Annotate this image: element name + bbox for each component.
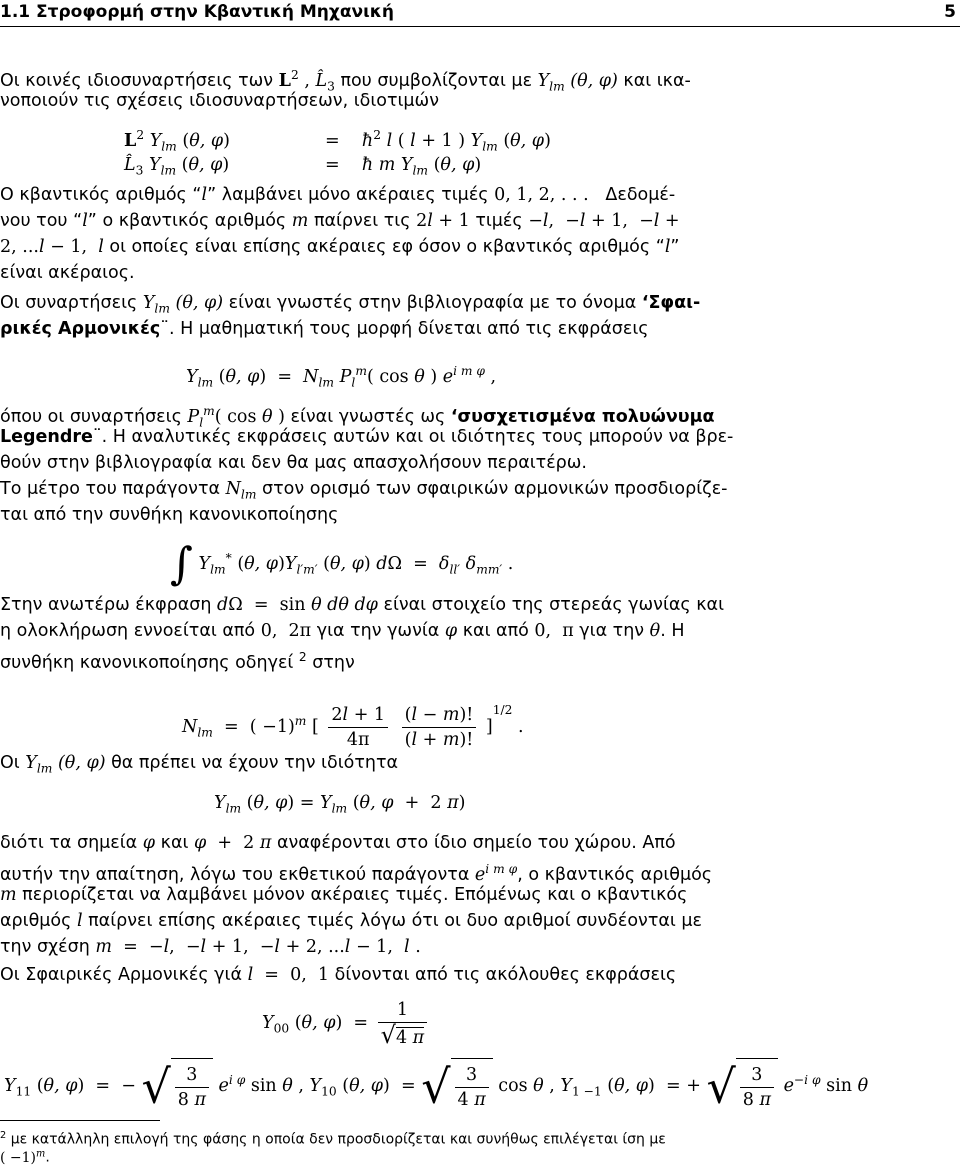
p7-line1: Οι $Y_{lm}$ (θ, φ) θα πρέπει να έχουν την ιδιότητα: [0, 753, 399, 776]
ylm-definition: $Y_{lm}$ (θ, $\varphi) = N_{lm}$ $P_l^m$( cos θ ) $e^{i m \varphi}$ ,: [186, 364, 497, 390]
text: αναφέρονται στο ίδιο σημείο του χώρου. Από: [271, 833, 676, 853]
normalization-integral: ∫ $Y_{lm}^*$ (θ, $\varphi)Y_{l'm'}$ (θ, φ) $d\Omega = \delta_{ll'}$ $\delta_{mm'}$ .: [170, 538, 514, 590]
text: νου του: [0, 211, 74, 231]
text: . Η: [660, 621, 685, 641]
text: Οι Σφαιρικές Αρμονικές γιά: [0, 965, 248, 985]
text: για την: [573, 621, 650, 641]
text: η ολοκλήρωση εννοείται από: [0, 621, 261, 641]
text: Οι: [0, 753, 26, 773]
text: ¨. Η μαθηματική τους μορφή δίνεται από τις εκφράσεις: [160, 319, 649, 339]
term: ‘συσχετισμένα πολυώνυμα: [450, 406, 715, 427]
y1m-formulas: $Y_{11}$ (θ, φ) = − √ $\frac{3}{8 \pi}$ $e^{i \varphi}$ sin θ , $Y_{10}$ (θ, φ) = √ $\frac{3}{4 \pi}$ cos θ , $Y_{1 -1}$ (θ, φ) = + √ $\frac{3}{8 \pi}$ $e^{-i \varphi}$ sin θ: [4, 1059, 869, 1114]
nlm-formula: $N_{lm}$ = ( −1)$^m$ [ $\frac{2l + 1}{4\pi}$ $\frac{(l - m)!}{(l + m)!}$ ]$^{1/2}$ .: [182, 703, 524, 750]
p8-line1: διότι τα σημεία φ και φ + 2 π αναφέρονται στο ίδιο σημείο του χώρου. Από: [0, 833, 676, 853]
p8-line3: m περιορίζεται να λαμβάνει μόνον ακέραιες τιμές. Επόμένως και ο κβαντικός: [0, 885, 688, 905]
p4-line1: όπου οι συναρτήσεις $P_l^m$( cos θ ) είναι γνωστές ως ‘συσχετισμένα πολυώνυμα: [0, 404, 715, 430]
p2-line3: 2, ...l − 1, l οι οποίες είναι επίσης ακέραιες εφ όσον ο κβαντικός αριθμός “l”: [0, 237, 680, 257]
p3-line1: Οι συναρτήσεις $Y_{lm}$ (θ, φ) είναι γνωστές στην βιβλιογραφία με το όνομα ‘Σφαι-: [0, 293, 701, 316]
header-rule: [0, 26, 960, 27]
text: Το μέτρο του παράγοντα: [0, 479, 226, 499]
text: στην: [306, 652, 355, 673]
footnote-ref[interactable]: 2: [298, 650, 307, 664]
text: , ο κβαντικός αριθμός: [517, 864, 713, 885]
text: και από: [457, 621, 535, 641]
math: L: [278, 70, 291, 91]
term: ‘Σφαι-: [641, 293, 701, 313]
p4-line3: θούν στην βιβλιογραφία και δεν θα μας απασχολήσουν περαιτέρω.: [0, 453, 587, 473]
text: και ικα-: [617, 70, 691, 91]
p4-line2: [0, 424, 733, 450]
p3-line2: [0, 316, 649, 342]
text: θα πρέπει να έχουν την ιδιότητα: [105, 753, 399, 773]
eigen-eq-1: $L^2$ $Y_{lm}$ (θ, φ): [124, 128, 230, 154]
p5-line1: Το μέτρο του παράγοντα $N_{lm}$ στον ορισμό των σφαιρικών αρμονικών προσδιορίζε-: [0, 479, 728, 502]
y00-formula: $Y_{00}$ (θ, φ) = $\frac{1}{√4 \pi}$: [262, 996, 431, 1056]
footnote-mark: 2: [0, 1130, 7, 1141]
p6-line2: η ολοκλήρωση εννοείται από 0, 2π για την γωνία φ και από 0, π για την θ. Η: [0, 621, 685, 641]
text: που συμβολίζονται με: [334, 70, 538, 91]
text: αριθμός: [0, 911, 77, 931]
text: περιορίζεται να λαμβάνει μόνον ακέραιες τιμές. Επόμένως και ο κβαντικός: [16, 885, 688, 905]
text: είναι γνωστές στην βιβλιογραφία με το όνομα: [223, 293, 642, 313]
text: παίρνει επίσης ακέραιες τιμές λόγω ότι οι δυο αριθμοί συνδέονται με: [82, 911, 702, 931]
text: στον ορισμό των σφαιρικών αρμονικών προσδιορίζε-: [256, 479, 728, 499]
text: Οι συναρτήσεις: [0, 293, 143, 313]
text: ο κβαντικός αριθμός: [96, 211, 292, 231]
text: λαμβάνει μόνο ακέραιες τιμές: [216, 185, 495, 205]
text: παίρνει τις: [308, 211, 417, 231]
eigen-eq-2: $L̂_3$ $Y_{lm}$ (θ, φ): [124, 155, 230, 178]
footnote-rule: [0, 1120, 160, 1121]
p1-line1: Οι κοινές ιδιοσυναρτήσεις των $L^2$ , $L̂_3$ που συμβολίζονται με $Y_{lm}$ (θ, φ) και ικα-: [0, 68, 691, 94]
p8-line2: αυτήν την απαίτηση, λόγω του εκθετικού παράγοντα $e^{i m \varphi}$, ο κβαντικός αριθμός: [0, 862, 713, 885]
text: αυτήν την απαίτηση, λόγω του εκθετικού παράγοντα: [0, 864, 475, 885]
periodicity-eq: $Y_{lm}$ (θ, $\varphi) = Y_{lm}$ (θ, φ + 2 π): [214, 793, 466, 816]
text: και: [155, 833, 194, 853]
p6-line3: [0, 644, 355, 676]
text: ¨. Η αναλυτικές εκφράσεις αυτών και οι ιδιότητες τους μπορούν να βρε-: [92, 427, 734, 447]
section-title: 1.1 Στροφορμή στην Κβαντική Μηχανική: [0, 2, 394, 22]
term: ρικές Αρμονικές: [0, 319, 161, 339]
page-number: 5: [944, 2, 956, 22]
p2-line1: Ο κβαντικός αριθμός “l” λαμβάνει μόνο ακέραιες τιμές 0, 1, 2, . . . Δεδομέ-: [0, 185, 676, 205]
text: συνθήκη κανονικοποίησης οδηγεί: [0, 652, 299, 673]
p2-line2: νου του “l” ο κβαντικός αριθμός m παίρνει τις 2l + 1 τιμές −l, −l + 1, −l +: [0, 211, 680, 231]
p6-line1: Στην ανωτέρω έκφραση dΩ = sin θ dθ dφ είναι στοιχείο της στερεάς γωνίας και: [0, 595, 725, 615]
text: διότι τα σημεία: [0, 833, 143, 853]
p5-line2: ται από την συνθήκη κανονικοποίησης: [0, 505, 339, 525]
text: Ο κβαντικός αριθμός: [0, 185, 193, 205]
p9-line1: Οι Σφαιρικές Αρμονικές γιά l = 0, 1 δίνονται από τις ακόλουθες εκφράσεις: [0, 965, 677, 985]
text: Οι κοινές ιδιοσυναρτήσεις των: [0, 70, 279, 91]
term: Legendre: [0, 427, 93, 447]
text: την σχέση: [0, 937, 96, 957]
text: Στην ανωτέρω έκφραση: [0, 595, 218, 615]
p1-line2: νοποιούν τις σχέσεις ιδιοσυναρτήσεων, ιδιοτιμών: [0, 91, 439, 111]
eigen-eq-2-rhs: = ħ m $Y_{lm}$ (θ, φ): [325, 155, 482, 178]
footnote-line1: [0, 1126, 666, 1150]
text: Δεδομέ-: [605, 185, 676, 205]
text: όπου οι συναρτήσεις: [0, 406, 188, 427]
running-header: [0, 0, 960, 24]
footnote-line2: ( −1)$^m$.: [0, 1148, 50, 1166]
text: για την γωνία: [311, 621, 445, 641]
eigen-eq-1-rhs: = $ħ^2$ l ( l + 1 ) $Y_{lm}$ (θ, φ): [325, 128, 551, 154]
p8-line5: την σχέση m = −l, −l + 1, −l + 2, ...l − 1, l .: [0, 937, 421, 957]
p8-line4: αριθμός l παίρνει επίσης ακέραιες τιμές λόγω ότι οι δυο αριθμοί συνδέονται με: [0, 911, 702, 931]
text: είναι γνωστές ως: [284, 406, 451, 427]
text: με κατάλληλη επιλογή της φάσης η οποία δεν προσδιορίζεται και συνήθως επιλέγεται ίση με: [10, 1131, 666, 1148]
text: οι οποίες είναι επίσης ακέραιες εφ όσον ο κβαντικός αριθμός: [103, 237, 656, 257]
text: δίνονται από τις ακόλουθες εκφράσεις: [329, 965, 677, 985]
p2-line4: είναι ακέραιος.: [0, 263, 135, 283]
text: .: [45, 1149, 50, 1166]
text: είναι στοιχείο της στερεάς γωνίας και: [377, 595, 725, 615]
text: τιμές: [469, 211, 529, 231]
